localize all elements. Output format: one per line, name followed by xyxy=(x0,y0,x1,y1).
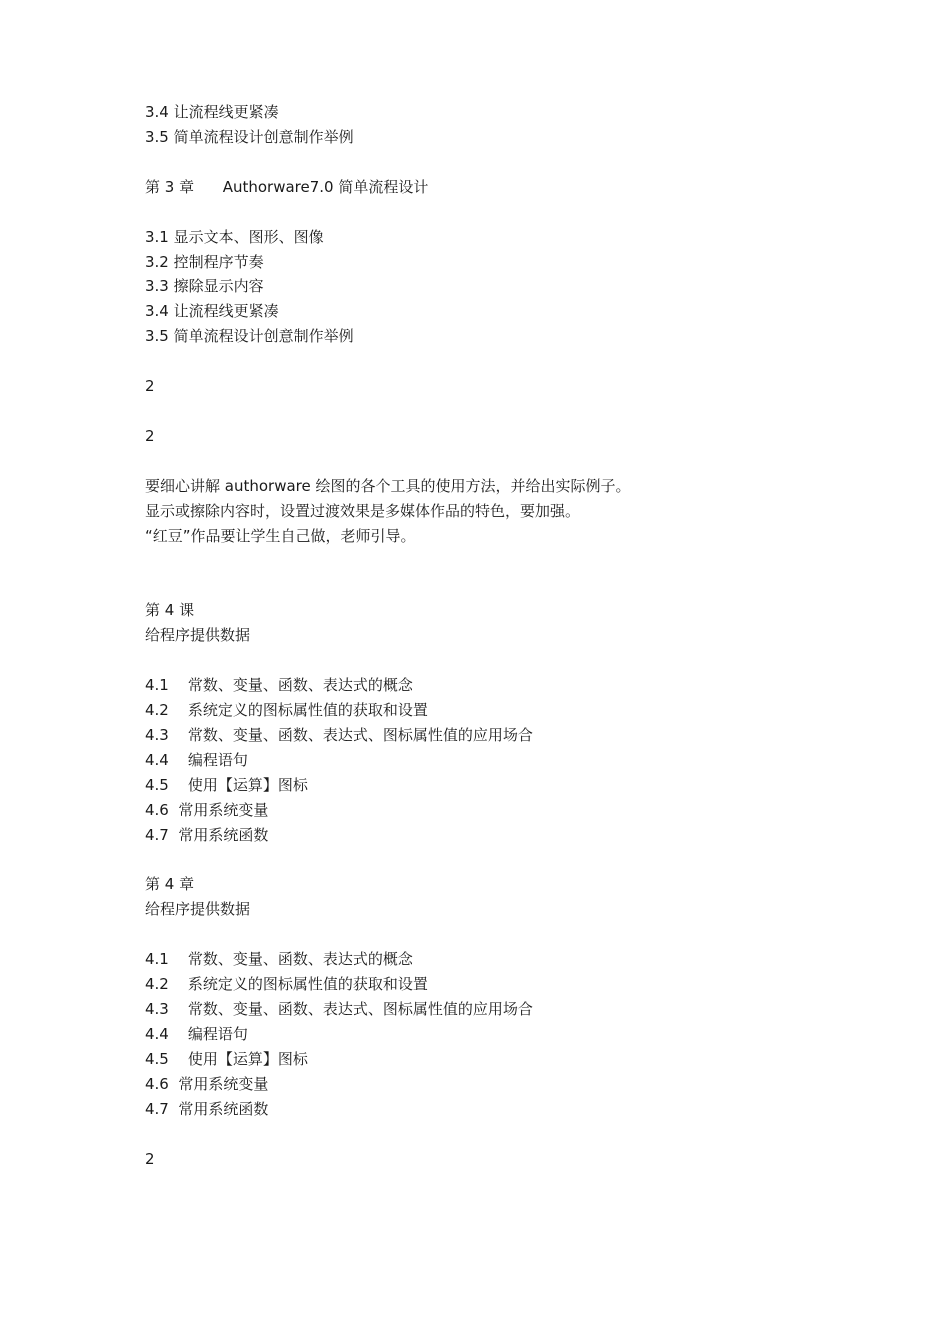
text-line: 4.5 使用【运算】图标 xyxy=(145,1050,308,1068)
text-line: 3.1 显示文本、图形、图像 xyxy=(145,228,324,246)
lesson-title: 给程序提供数据 xyxy=(145,626,251,644)
chapter-title: 给程序提供数据 xyxy=(145,900,251,918)
text-line: 4.1 常数、变量、函数、表达式的概念 xyxy=(145,676,413,694)
note-line: 要细心讲解 authorware 绘图的各个工具的使用方法，并给出实际例子。 xyxy=(145,477,631,495)
text-line: 3.3 擦除显示内容 xyxy=(145,277,264,295)
text-line: 3.4 让流程线更紧凑 xyxy=(145,302,279,320)
lesson-heading: 第 4 课 xyxy=(145,601,195,619)
number-line: 2 xyxy=(145,427,155,445)
text-line: 3.2 控制程序节奏 xyxy=(145,253,264,271)
text-line: 3.5 简单流程设计创意制作举例 xyxy=(145,327,354,345)
number-line: 2 xyxy=(145,377,155,395)
text-line: 4.7 常用系统函数 xyxy=(145,1100,269,1118)
note-line: “红豆”作品要让学生自己做，老师引导。 xyxy=(145,527,416,545)
text-line: 4.1 常数、变量、函数、表达式的概念 xyxy=(145,950,413,968)
text-line: 4.3 常数、变量、函数、表达式、图标属性值的应用场合 xyxy=(145,726,533,744)
text-line: 4.6 常用系统变量 xyxy=(145,1075,269,1093)
note-line: 显示或擦除内容时，设置过渡效果是多媒体作品的特色，要加强。 xyxy=(145,502,581,520)
text-line: 4.4 编程语句 xyxy=(145,751,248,769)
text-line: 4.5 使用【运算】图标 xyxy=(145,776,308,794)
number-line: 2 xyxy=(145,1150,155,1168)
chapter-heading: 第 3 章 Authorware7.0 简单流程设计 xyxy=(145,178,429,196)
text-line: 4.2 系统定义的图标属性值的获取和设置 xyxy=(145,701,428,719)
text-line: 4.7 常用系统函数 xyxy=(145,826,269,844)
chapter-heading: 第 4 章 xyxy=(145,875,195,893)
text-line: 4.3 常数、变量、函数、表达式、图标属性值的应用场合 xyxy=(145,1000,533,1018)
text-line: 3.5 简单流程设计创意制作举例 xyxy=(145,128,354,146)
text-line: 3.4 让流程线更紧凑 xyxy=(145,103,279,121)
text-line: 4.4 编程语句 xyxy=(145,1025,248,1043)
text-line: 4.2 系统定义的图标属性值的获取和设置 xyxy=(145,975,428,993)
text-line: 4.6 常用系统变量 xyxy=(145,801,269,819)
